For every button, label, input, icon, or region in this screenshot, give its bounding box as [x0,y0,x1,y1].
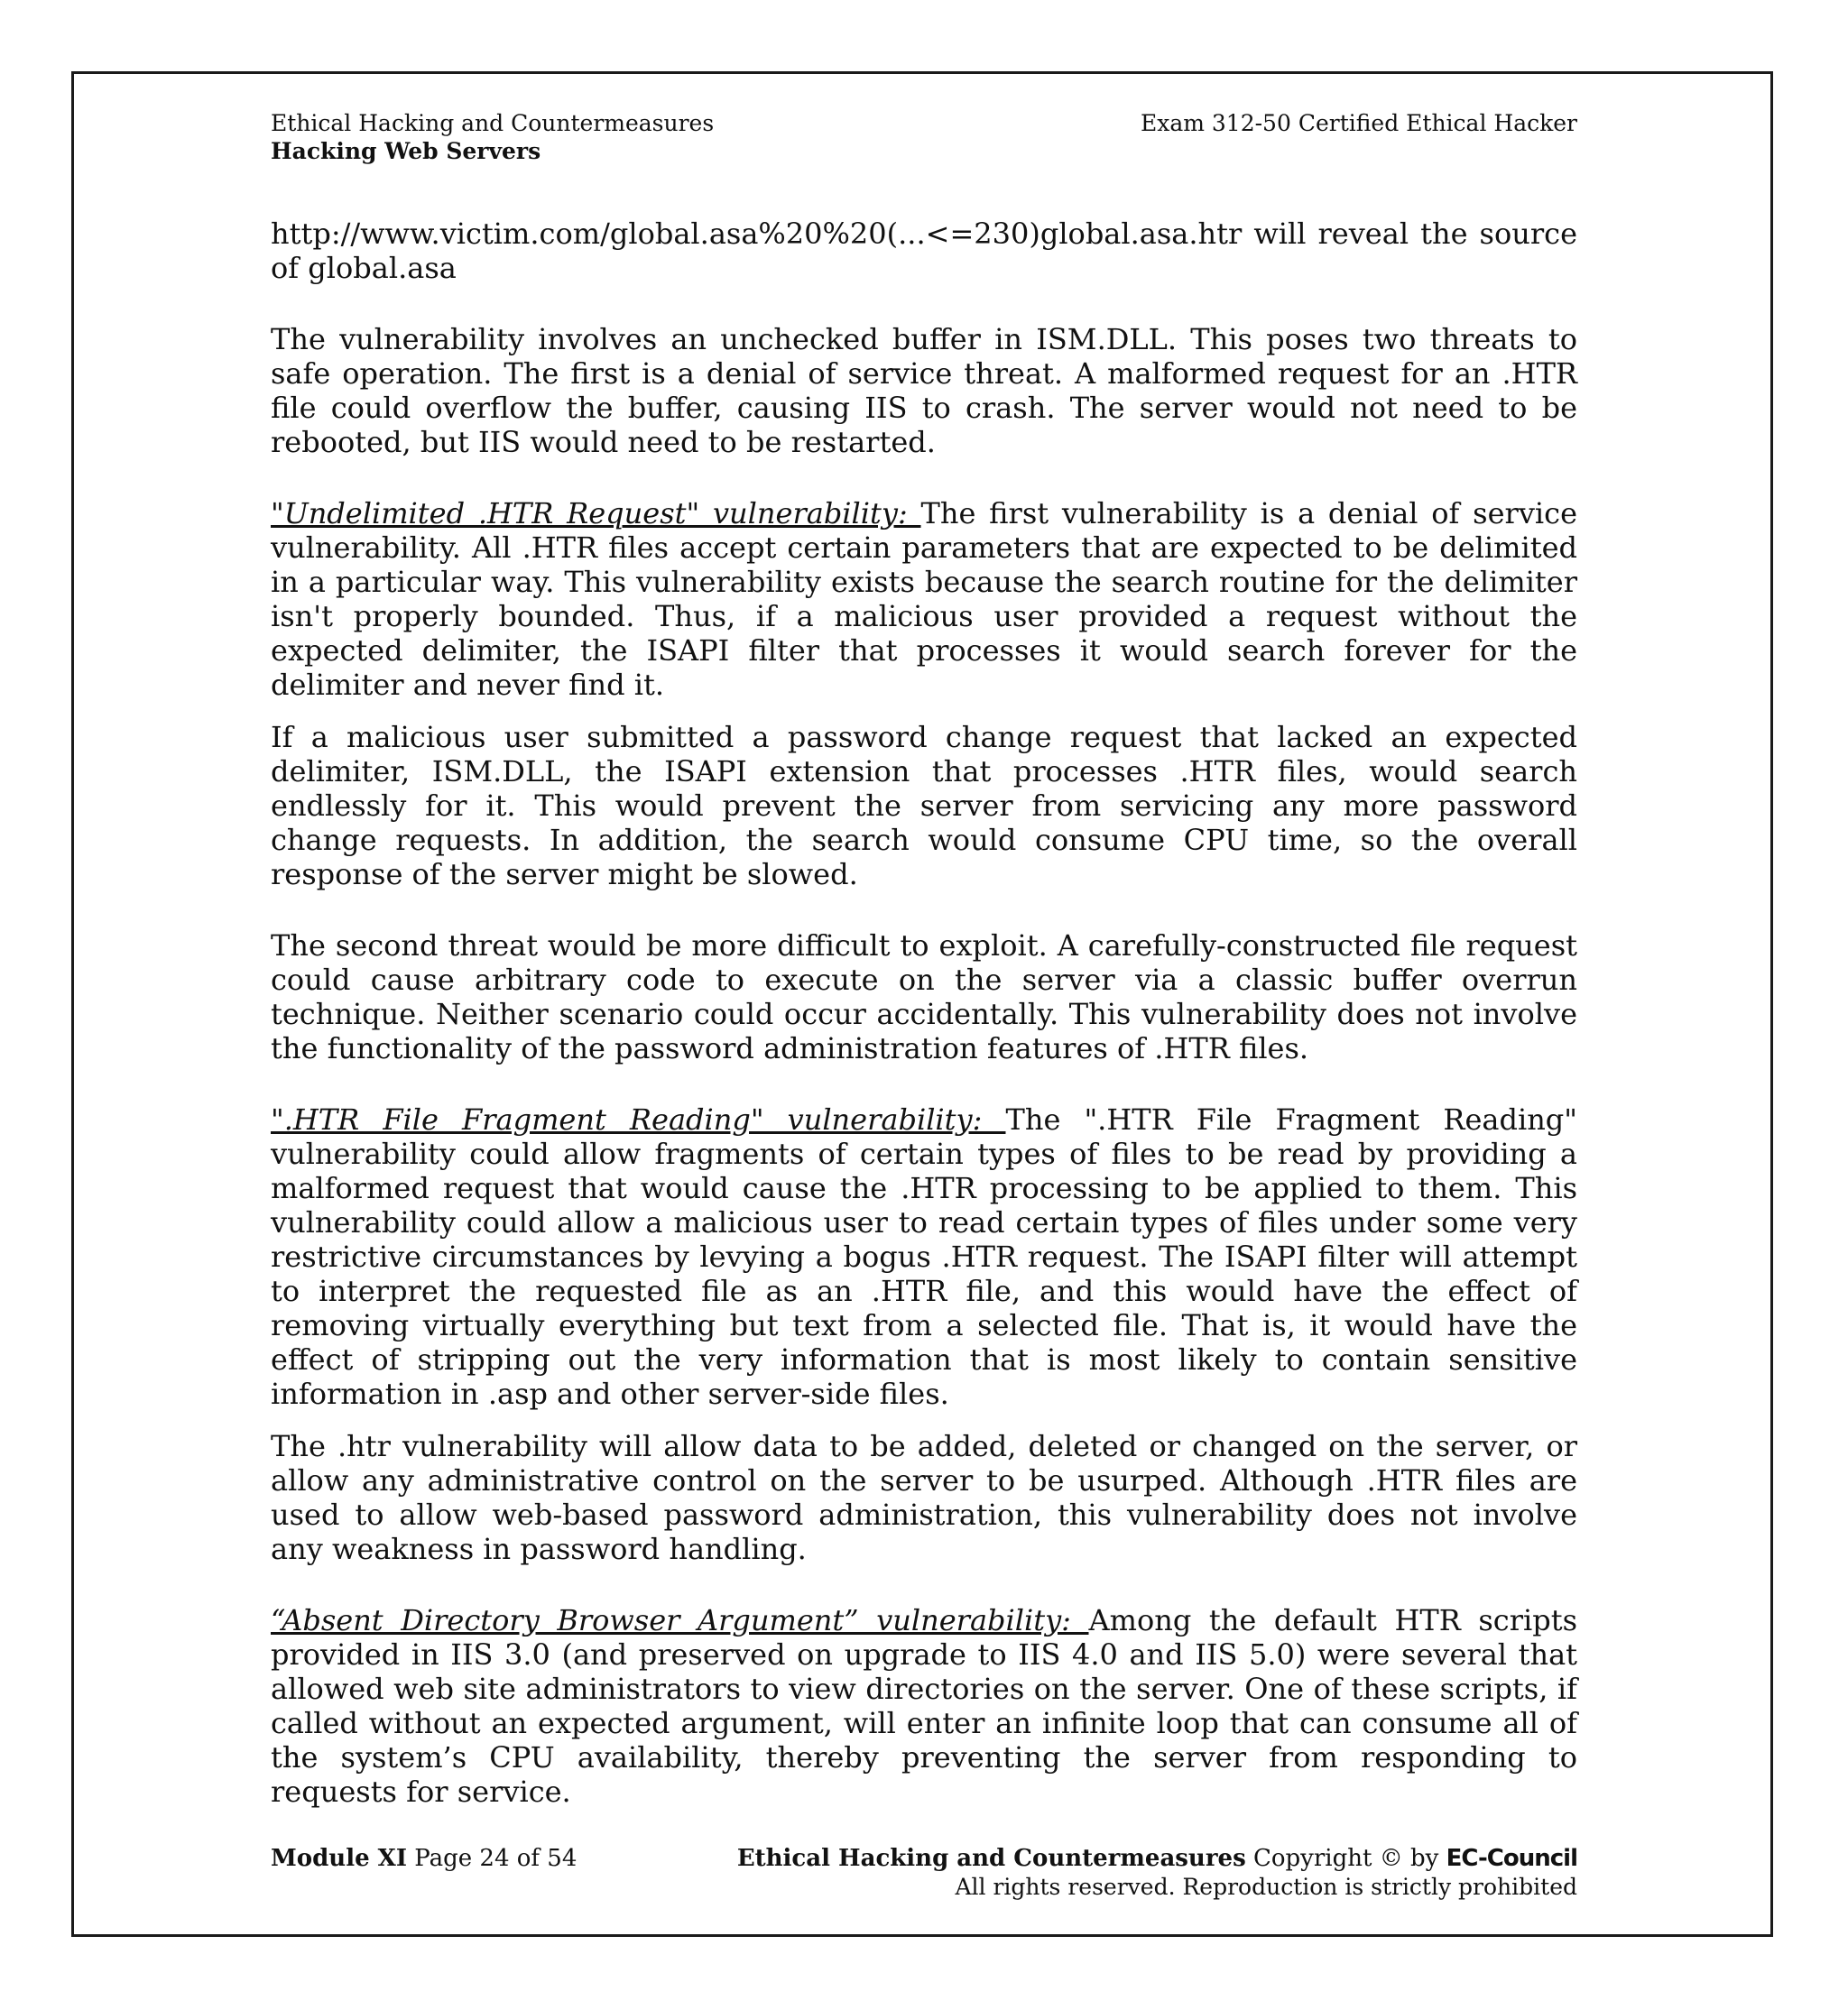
footer-copyright-text: Copyright © by [1245,1845,1446,1872]
ec-council-logo: EC-Council [1446,1845,1577,1872]
paragraph-overview: The vulnerability involves an unchecked buffer in ISM.DLL. This poses two threats to safe operation. The first is a denial of service threat. A malformed request for an .HTR file could overflow the buffer, causing IIS to crash. The server would not need to be rebooted, but IIS would need to be restarted. [271,322,1577,459]
header-module-title: Hacking Web Servers [271,138,541,164]
footer-rights: All rights reserved. Reproduction is strictly prohibited [955,1874,1577,1900]
paragraph-fragment-reading [271,1102,1577,1411]
vuln-text-fragment-reading: The ".HTR File Fragment Reading" vulnerability could allow fragments of certain types of files to be read by providing a malformed request that would cause the .HTR processing to be applied to them. This vulnerability could allow a malicious user to read certain types of files under some very restrictive circumstances by levying a bogus .HTR request. The ISAPI filter will attempt to interpret the requested file as an .HTR file, and this would have the effect of removing virtually everything but text from a selected file. That is, it would have the effect of stripping out the very information that is most likely to contain sensitive information in .asp and other server-side files. [271,1102,1578,1411]
footer-copyright-line [737,1845,1577,1873]
paragraph-password-change: If a malicious user submitted a password change request that lacked an expected delimiter, ISM.DLL, the ISAPI extension that processes .HTR files, would search endlessly for it. This would prevent the server from servicing any more password change requests. In addition, the search would consume CPU time, so the overall response of the server might be slowed. [271,720,1577,891]
footer-page-info [271,1845,577,1873]
page-body [271,217,1577,1809]
vuln-title-fragment-reading: ".HTR File Fragment Reading" vulnerability: [271,1102,1006,1137]
page-footer [271,1845,1577,1901]
paragraph-absent-directory [271,1603,1577,1809]
header-exam-title: Exam 312-50 Certified Ethical Hacker [1140,110,1577,136]
vuln-text-undelimited: The first vulnerability is a denial of service vulnerability. All .HTR files accept certain parameters that are expected to be delimited in a particular way. This vulnerability exists because the search routine for the delimiter isn't properly bounded. Thus, if a malicious user provided a request without the expected delimiter, the ISAPI filter that processes it would search forever for the delimiter and never find it. [271,496,1577,702]
page-header [271,109,1577,165]
footer-page-number: Page 24 of 54 [407,1845,578,1872]
footer-copyright [737,1845,1577,1901]
header-course-title: Ethical Hacking and Countermeasures [271,110,715,136]
paragraph-htr-data: The .htr vulnerability will allow data to be added, deleted or changed on the server, or allow any administrative control on the server to be usurped. Although .HTR files are used to allow web-based password administration, this vulnerability does not involve any weakness in password handling. [271,1429,1577,1566]
footer-course: Ethical Hacking and Countermeasures [736,1845,1246,1872]
footer-module: Module XI [271,1845,408,1872]
paragraph-url: http://www.victim.com/global.asa%20%20(...<=230)global.asa.htr will reveal the source of global.asa [271,217,1577,285]
header-left [271,109,714,165]
vuln-text-absent-directory: Among the default HTR scripts provided in IIS 3.0 (and preserved on upgrade to IIS 4.0 and IIS 5.0) were several that allowed web site administrators to view directories on the server. One of these scripts, if called without an expected argument, will enter an infinite loop that can consume all of the system’s CPU availability, thereby preventing the server from responding to requests for service. [271,1603,1577,1809]
paragraph-undelimited [271,496,1577,702]
paragraph-second-threat: The second threat would be more difficult to exploit. A carefully-constructed file request could cause arbitrary code to execute on the server via a classic buffer overrun technique. Neither scenario could occur accidentally. This vulnerability does not involve the functionality of the password administration features of .HTR files. [271,928,1577,1065]
vuln-title-undelimited: "Undelimited .HTR Request" vulnerability: [271,496,921,530]
vuln-title-absent-directory: “Absent Directory Browser Argument” vulnerability: [271,1603,1089,1637]
